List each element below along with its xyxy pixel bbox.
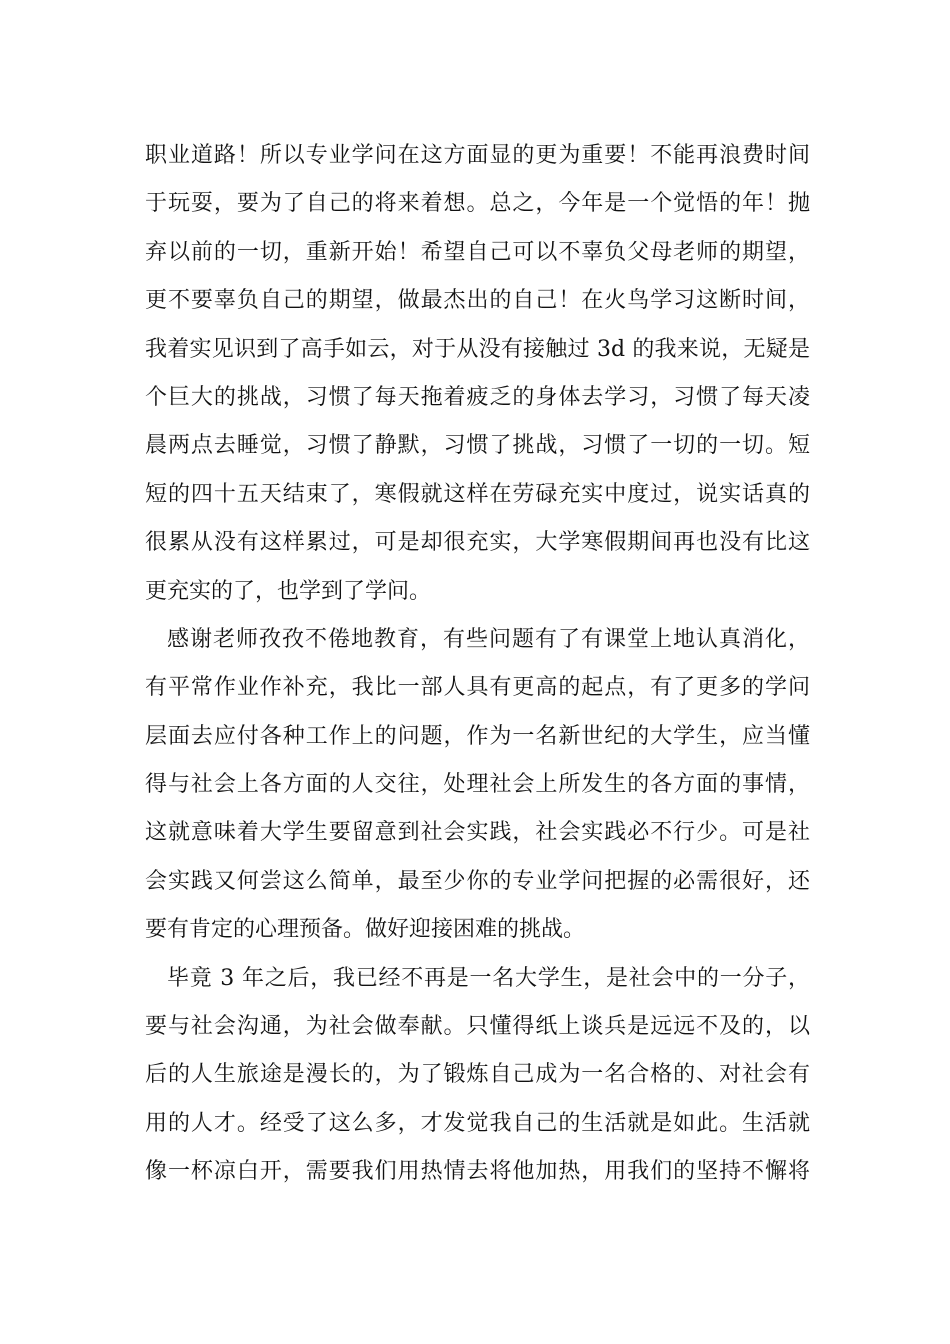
text-line: 短的四十五天结束了，寒假就这样在劳碌充实中度过，说实话真的 [145,481,810,507]
text-line: 感谢老师孜孜不倦地教育，有些问题有了有课堂上地认真消化， [167,626,810,652]
text-line: 会实践又何尝这么简单，最至少你的专业学问把握的必需很好，还 [145,868,810,894]
text-line: 像一杯凉白开，需要我们用热情去将他加热，用我们的坚持不懈将 [145,1159,810,1185]
text-line: 很累从没有这样累过，可是却很充实，大学寒假期间再也没有比这 [145,530,810,556]
text-line: 弃以前的一切，重新开始！希望自己可以不辜负父母老师的期望， [145,239,810,265]
text-line: 要有肯定的心理预备。做好迎接困难的挑战。 [145,917,586,943]
text-line: 这就意味着大学生要留意到社会实践，社会实践必不行少。可是社 [145,820,810,846]
body-text [145,132,810,1197]
text-line: 个巨大的挑战，习惯了每天拖着疲乏的身体去学习，习惯了每天凌 [145,384,810,410]
paragraph [145,955,810,1197]
text-line: 后的人生旅途是漫长的，为了锻炼自己成为一名合格的、对社会有 [145,1062,810,1088]
text-line: 用的人才。经受了这么多，才发觉我自己的生活就是如此。生活就 [145,1110,810,1136]
text-line: 有平常作业作补充，我比一部人具有更高的起点，有了更多的学问 [145,675,810,701]
text-line: 更充实的了，也学到了学问。 [145,578,432,604]
text-line: 毕竟 3 年之后，我已经不再是一名大学生，是社会中的一分子， [167,965,810,991]
text-line: 要与社会沟通，为社会做奉献。只懂得纸上谈兵是远远不及的，以 [145,1014,810,1040]
paragraph [145,132,810,616]
text-line: 晨两点去睡觉，习惯了静默，习惯了挑战，习惯了一切的一切。短 [145,433,810,459]
paragraph [145,616,810,955]
text-line: 层面去应付各种工作上的问题，作为一名新世纪的大学生，应当懂 [145,723,810,749]
text-line: 我着实见识到了高手如云，对于从没有接触过 3d 的我来说，无疑是 [145,336,810,362]
text-line: 于玩耍，要为了自己的将来着想。总之，今年是一个觉悟的年！抛 [145,191,810,217]
text-line: 职业道路！所以专业学问在这方面显的更为重要！不能再浪费时间 [145,143,810,168]
text-line: 得与社会上各方面的人交往，处理社会上所发生的各方面的事情， [145,772,810,798]
text-line: 更不要辜负自己的期望，做最杰出的自己！在火鸟学习这断时间， [145,288,810,314]
